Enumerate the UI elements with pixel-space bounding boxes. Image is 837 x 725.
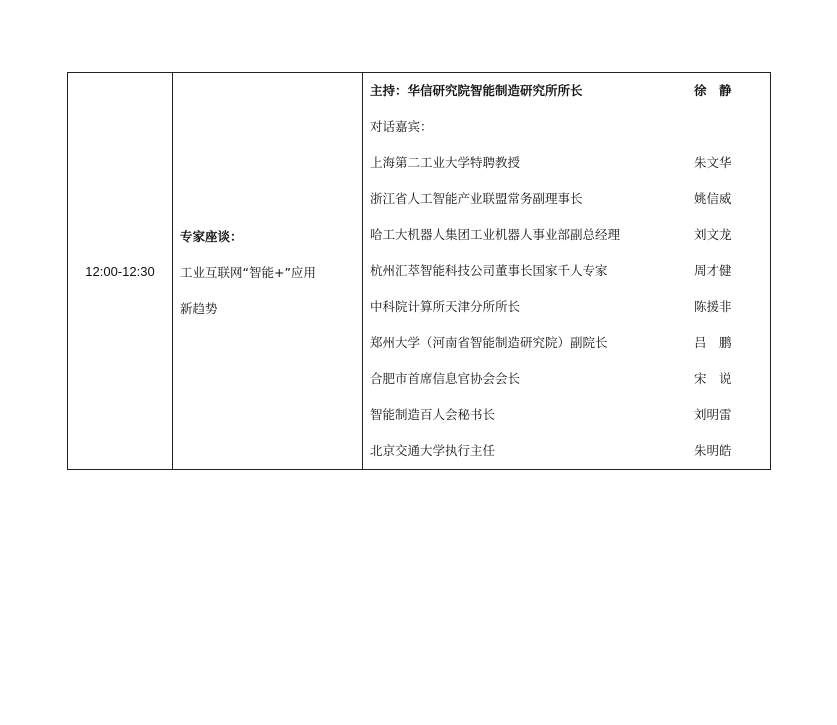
schedule-table [67, 72, 771, 470]
guest-name: 朱明皓 [694, 443, 732, 458]
topic-line-2: 新趋势 [180, 301, 218, 316]
guest-row [370, 433, 766, 469]
guest-name: 刘明雷 [694, 407, 732, 422]
guest-role: 杭州汇萃智能科技公司董事长国家千人专家 [370, 263, 608, 278]
host-row [370, 73, 766, 109]
guest-role: 哈工大机器人集团工业机器人事业部副总经理 [370, 227, 621, 242]
guest-role: 中科院计算所天津分所所长 [370, 299, 521, 314]
host-role: 主持：华信研究院智能制造研究所所长 [370, 83, 583, 98]
host-name: 徐 静 [694, 83, 732, 98]
guest-role: 浙江省人工智能产业联盟常务副理事长 [370, 191, 583, 206]
guest-role: 郑州大学（河南省智能制造研究院）副院长 [370, 335, 608, 350]
guest-role: 北京交通大学执行主任 [370, 443, 496, 458]
guest-row [370, 253, 766, 289]
time-slot: 12:00-12:30 [85, 263, 155, 279]
topic-line-1: 工业互联网“智能+”应用 [180, 265, 316, 280]
guest-name: 周才健 [694, 263, 732, 278]
guest-name: 刘文龙 [694, 227, 732, 242]
guest-role: 智能制造百人会秘书长 [370, 407, 496, 422]
session-topic [180, 226, 365, 334]
guest-role: 上海第二工业大学特聘教授 [370, 155, 521, 170]
guest-role: 合肥市首席信息官协会会长 [370, 371, 521, 386]
guest-name: 陈援非 [694, 299, 732, 314]
column-divider [172, 73, 173, 469]
guest-name: 吕 鹏 [694, 335, 732, 350]
guest-row [370, 289, 766, 325]
guest-row [370, 361, 766, 397]
guests-label-row [370, 109, 766, 145]
guests-label: 对话嘉宾： [370, 119, 433, 134]
guest-row [370, 325, 766, 361]
guest-name: 宋 说 [694, 371, 732, 386]
guest-name: 姚信威 [694, 191, 732, 206]
guest-row [370, 145, 766, 181]
guest-row [370, 181, 766, 217]
guest-name: 朱文华 [694, 155, 732, 170]
guest-row [370, 397, 766, 433]
guest-row [370, 217, 766, 253]
topic-title: 专家座谈： [180, 229, 243, 244]
